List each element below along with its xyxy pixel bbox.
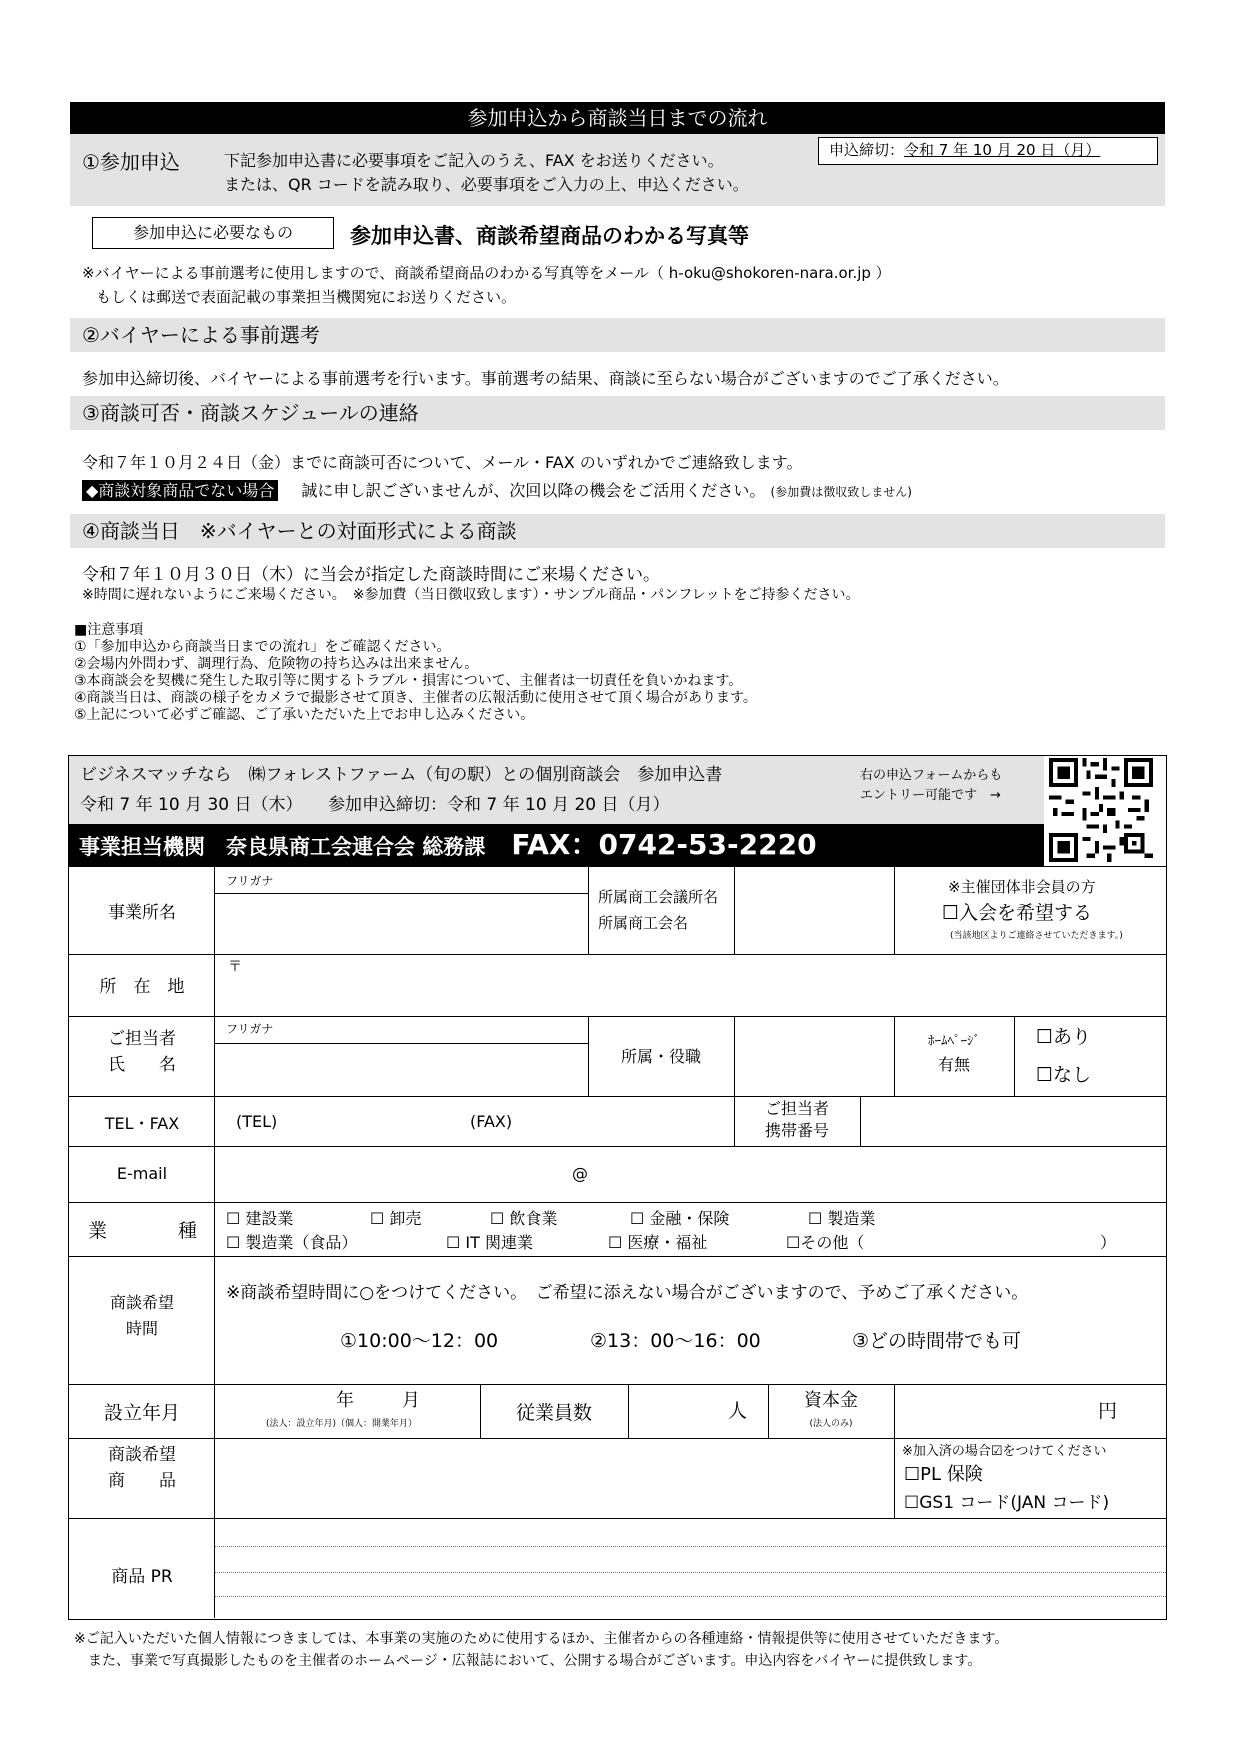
chamber-field[interactable] — [735, 867, 893, 953]
time-option-3[interactable]: ③どの時間帯でも可 — [852, 1330, 1022, 1352]
form-header-entry — [860, 766, 1002, 806]
footer-line2: また、事業で写真撮影したものを主催者のホームページ・広報誌において、公開する場合がございます。申込内容をバイヤーに提供致します。 — [88, 1653, 982, 1669]
time-option-1[interactable]: ①10:00～12：00 — [340, 1330, 499, 1352]
industry-other[interactable]: ☐その他（ — [786, 1233, 865, 1252]
step3-badge-row — [82, 478, 912, 501]
month-label: 月 — [402, 1390, 420, 1411]
qr-code[interactable] — [1045, 758, 1157, 862]
fax-number: FAX：0742-53-2220 — [511, 828, 817, 861]
needed-note1: ※バイヤーによる事前選考に使用しますので、商談希望商品のわかる写真等をメール（ h-oku@shokoren-nara.or.jp ） — [82, 264, 891, 282]
nonmember-note: ※主催団体非会員の方 — [948, 878, 1096, 896]
deadline-box — [818, 137, 1158, 165]
company-label: 事業所名 — [108, 903, 176, 923]
form-header-dates: 令和 7 年 10 月 30 日（木） 参加申込締切：令和 7 年 10 月 20 日（月） — [80, 795, 670, 815]
time-label — [70, 1290, 214, 1342]
dept-field[interactable] — [735, 1017, 893, 1095]
needed-value: 参加申込書、商談希望商品のわかる写真等 — [350, 224, 749, 248]
time-note: ※商談希望時間に○をつけてください。 ご希望に添えない場合がございますので、予めご了承ください。 — [226, 1283, 1029, 1303]
join-checkbox[interactable]: ☐入会を希望する — [942, 902, 1093, 924]
email-field[interactable] — [215, 1147, 1165, 1201]
note-item: ④商談当日は、商談の様子をカメラで撮影させて頂き、主催者の広報活動に使用させて頂く場合があります。 — [74, 690, 757, 706]
step1-title: ①参加申込 — [82, 150, 180, 174]
industry-other-close: ） — [1100, 1233, 1117, 1252]
product-field[interactable] — [215, 1439, 893, 1517]
pr-label: 商品 PR — [111, 1567, 173, 1587]
time-label2: 時間 — [125, 1319, 158, 1338]
year-label: 年 — [336, 1390, 354, 1411]
join-note: (当該地区よりご連絡させていただきます。) — [950, 931, 1123, 941]
pl-checkbox[interactable]: ☐PL 保険 — [904, 1464, 983, 1485]
step1-line1: 下記参加申込書に必要事項をご記入のうえ、FAX をお送りください。 — [224, 151, 724, 170]
address-field[interactable] — [215, 955, 1165, 1015]
not-eligible-badge: ◆商談対象商品でない場合 — [82, 480, 278, 501]
hp-label2: 有無 — [937, 1055, 970, 1074]
furigana-label: フリガナ — [226, 874, 274, 888]
hp-yes-checkbox[interactable]: ☐あり — [1036, 1026, 1092, 1048]
not-eligible-text: 誠に申し訳ございませんが、次回以降の機会をご活用ください。 — [301, 481, 766, 500]
chamber2-label: 所属商工会名 — [598, 914, 689, 932]
industry-wholesale[interactable]: ☐ 卸売 — [370, 1209, 422, 1228]
industry-it[interactable]: ☐ IT 関連業 — [446, 1233, 534, 1252]
industry-medical[interactable]: ☐ 医療・福祉 — [608, 1233, 708, 1252]
step4-note: ※時間に遅れないようにご来場ください。 ※参加費（当日徴収致します）・サンプル商品・パンフレットをご持参ください。 — [82, 587, 860, 603]
mobile-label1: ご担当者 — [764, 1099, 829, 1118]
product-label1: 商談希望 — [108, 1445, 176, 1465]
chamber-label: 所属商工会議所名 — [598, 888, 719, 906]
entry-note1: 右の申込フォームからも — [860, 768, 1003, 783]
hp-label1: ﾎｰﾑﾍﾟｰｼﾞ — [928, 1034, 980, 1049]
product-label2: 商 品 — [108, 1471, 176, 1491]
email-at: @ — [572, 1164, 588, 1183]
industry-food-mfg[interactable]: ☐ 製造業（食品） — [226, 1233, 358, 1252]
org-name: 事業担当機関 奈良県商工会連合会 総務課 — [79, 835, 486, 859]
persons-unit: 人 — [728, 1400, 748, 1422]
needed-label: 参加申込に必要なもの — [92, 217, 334, 249]
deadline-label: 申込締切： — [829, 141, 905, 159]
industry-label2: 種 — [178, 1220, 198, 1242]
step4-text: 令和７年１０月３０日（木）に当会が指定した商談時間にご来場ください。 — [82, 565, 660, 585]
email-label: E-mail — [116, 1164, 168, 1183]
fax-label: (FAX) — [470, 1112, 513, 1131]
founded-note: (法人：設立年月)（個人：開業年月） — [266, 1419, 418, 1429]
gs1-checkbox[interactable]: ☐GS1 コード(JAN コード) — [904, 1493, 1110, 1513]
contact-name-field[interactable] — [215, 1044, 587, 1095]
mobile-label2: 携帯番号 — [764, 1121, 829, 1140]
step3-title: ③商談可否・商談スケジュールの連絡 — [70, 396, 1165, 430]
product-label — [70, 1442, 214, 1494]
tel-label: (TEL) — [236, 1112, 278, 1131]
needed-note2: もしくは郵送で表面記載の事業担当機関宛にお送りください。 — [96, 288, 517, 306]
form-header-title: ビジネスマッチなら ㈱フォレストファーム（旬の駅）との個別商談会 参加申込書 — [80, 765, 723, 785]
note-item: ⑤上記について必ずご確認、ご了承いただいた上でお申し込みください。 — [74, 707, 535, 723]
deadline-value: 令和 7 年 10 月 20 日（月） — [904, 141, 1101, 159]
capital-note: (法人のみ) — [809, 1419, 853, 1429]
industry-label1: 業 — [88, 1220, 108, 1242]
company-name-field[interactable] — [215, 894, 587, 953]
not-eligible-note: (参加費は徴収致しません) — [770, 485, 912, 499]
step4-title: ④商談当日 ※バイヤーとの対面形式による商談 — [70, 514, 1165, 548]
note-item: ②会場内外問わず、調理行為、危険物の持ち込みは出来ません。 — [74, 656, 479, 672]
time-label1: 商談希望 — [109, 1293, 174, 1312]
step1-line2: または、QR コードを読み取り、必要事項をご入力の上、申込ください。 — [224, 175, 749, 194]
postal-mark: 〒 — [228, 959, 242, 975]
mobile-label — [734, 1098, 860, 1142]
industry-restaurant[interactable]: ☐ 飲食業 — [490, 1209, 558, 1228]
note-item: ①「参加申込から商談当日までの流れ」をご確認ください。 — [74, 639, 451, 655]
founded-label: 設立年月 — [103, 1402, 180, 1424]
notes-heading: ■注意事項 — [74, 622, 144, 638]
employees-label: 従業員数 — [515, 1402, 592, 1424]
contact-label — [70, 1026, 214, 1078]
time-option-2[interactable]: ②13：00～16：00 — [590, 1330, 761, 1352]
step2-title: ②バイヤーによる事前選考 — [70, 318, 1165, 352]
dept-label: 所属・役職 — [620, 1047, 701, 1066]
telfax-field[interactable] — [215, 1097, 733, 1145]
entry-note2: エントリー可能です → — [860, 788, 1001, 803]
mobile-field[interactable] — [861, 1097, 1165, 1145]
notes-block — [74, 622, 757, 724]
contact-label1: ご担当者 — [108, 1029, 176, 1049]
pr-field[interactable] — [215, 1519, 1165, 1617]
industry-finance[interactable]: ☐ 金融・保険 — [630, 1209, 730, 1228]
capital-label: 資本金 — [804, 1390, 858, 1411]
yen-unit: 円 — [1098, 1400, 1118, 1422]
industry-construction[interactable]: ☐ 建設業 — [226, 1209, 294, 1228]
step2-text: 参加申込締切後、バイヤーによる事前選考を行います。事前選考の結果、商談に至らない場合がございますのでご了承ください。 — [82, 369, 1009, 388]
step3-text: 令和７年１０月２４日（金）までに商談可否について、メール・FAX のいずれかでご連絡致します。 — [82, 453, 803, 472]
furigana-label: フリガナ — [226, 1022, 274, 1036]
footer-line1: ※ご記入いただいた個人情報につきましては、本事業の実施のために使用するほか、主催者からの各種連絡・情報提供等に使用させていただきます。 — [74, 1631, 1009, 1647]
telfax-label: TEL・FAX — [104, 1114, 180, 1133]
contact-label2: 氏 名 — [108, 1055, 176, 1075]
flow-title: 参加申込から商談当日までの流れ — [70, 102, 1165, 134]
note-item: ③本商談会を契機に発生した取引等に関するトラブル・損害について、主催者は一切責任を負いかねます。 — [74, 673, 743, 689]
cert-note: ※加入済の場合☑をつけてください — [902, 1444, 1107, 1459]
hp-no-checkbox[interactable]: ☐なし — [1036, 1064, 1092, 1086]
org-band — [69, 824, 1044, 866]
industry-manufacturing[interactable]: ☐ 製造業 — [808, 1209, 876, 1228]
address-label: 所 在 地 — [99, 977, 185, 997]
